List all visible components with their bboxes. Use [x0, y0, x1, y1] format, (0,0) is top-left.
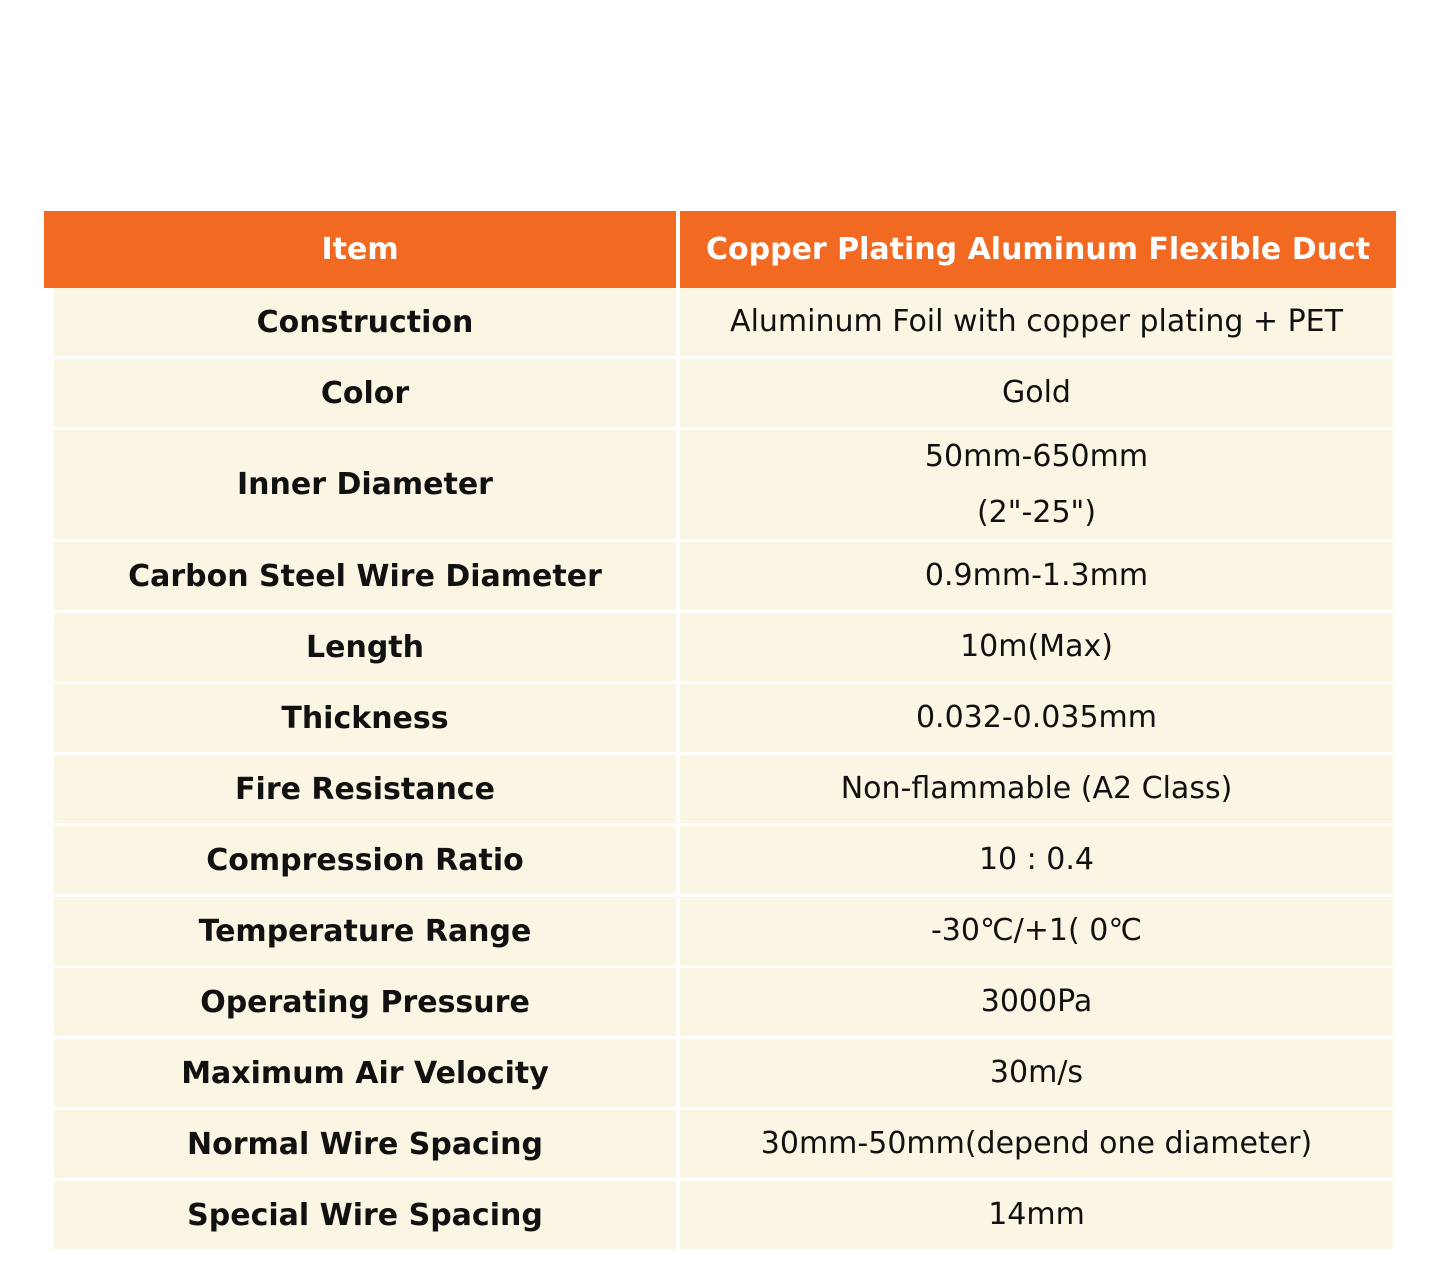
- row-value: [680, 826, 1393, 894]
- row-value: [680, 755, 1393, 823]
- row-value-line: (2"-25"): [976, 494, 1097, 530]
- header-item: Item: [321, 232, 399, 267]
- row-value-line: -30℃/+1( 0℃: [930, 913, 1143, 948]
- row-value-line: 0.032-0.035mm: [915, 700, 1158, 735]
- row-label: Special Wire Spacing: [54, 1181, 676, 1249]
- row-value: [680, 1039, 1393, 1107]
- header-product: Copper Plating Aluminum Flexible Duct: [706, 232, 1371, 267]
- row-value: [680, 897, 1393, 965]
- row-label: Maximum Air Velocity: [54, 1039, 676, 1107]
- table-row: [54, 1181, 1393, 1249]
- row-label: Color: [54, 359, 676, 427]
- table-row: [54, 968, 1393, 1036]
- table-row: [54, 755, 1393, 823]
- spec-table: [44, 211, 1396, 1249]
- row-value-line: Gold: [1002, 375, 1071, 410]
- row-value: [680, 430, 1393, 539]
- table-row: [54, 430, 1393, 539]
- row-value: [680, 288, 1393, 356]
- row-value-line: 3000Pa: [980, 984, 1093, 1019]
- row-value-line: Aluminum Foil with copper plating + PET: [730, 304, 1343, 339]
- row-value-line: 50mm-650mm: [924, 438, 1149, 474]
- table-body: [54, 288, 1393, 1249]
- table-row: [54, 542, 1393, 610]
- row-value: [680, 1110, 1393, 1178]
- table-row: [54, 826, 1393, 894]
- row-label: Normal Wire Spacing: [54, 1110, 676, 1178]
- row-value: [680, 613, 1393, 681]
- table-row: [54, 613, 1393, 681]
- row-value-line: 0.9mm-1.3mm: [924, 558, 1149, 593]
- row-label: Carbon Steel Wire Diameter: [54, 542, 676, 610]
- table-header: [44, 211, 1396, 288]
- row-label: Thickness: [54, 684, 676, 752]
- row-value: [680, 359, 1393, 427]
- row-label: Inner Diameter: [54, 430, 676, 539]
- row-label: Temperature Range: [54, 897, 676, 965]
- row-label: Construction: [54, 288, 676, 356]
- table-row: [54, 359, 1393, 427]
- row-value-line: Non-flammable (A2 Class): [840, 771, 1233, 806]
- row-label: Compression Ratio: [54, 826, 676, 894]
- row-value-line: 30mm-50mm(depend one diameter): [760, 1126, 1313, 1161]
- row-label: Operating Pressure: [54, 968, 676, 1036]
- row-value: [680, 968, 1393, 1036]
- table-row: [54, 288, 1393, 356]
- table-row: [54, 897, 1393, 965]
- row-label: Fire Resistance: [54, 755, 676, 823]
- row-value-line: 10m(Max): [960, 629, 1113, 664]
- row-value-line: 10 : 0.4: [978, 842, 1095, 877]
- table-row: [54, 1039, 1393, 1107]
- row-label: Length: [54, 613, 676, 681]
- table-row: [54, 1110, 1393, 1178]
- table-row: [54, 684, 1393, 752]
- row-value: [680, 684, 1393, 752]
- row-value: [680, 542, 1393, 610]
- row-value: [680, 1181, 1393, 1249]
- row-value-line: 14mm: [988, 1197, 1085, 1232]
- row-value-line: 30m/s: [989, 1055, 1084, 1090]
